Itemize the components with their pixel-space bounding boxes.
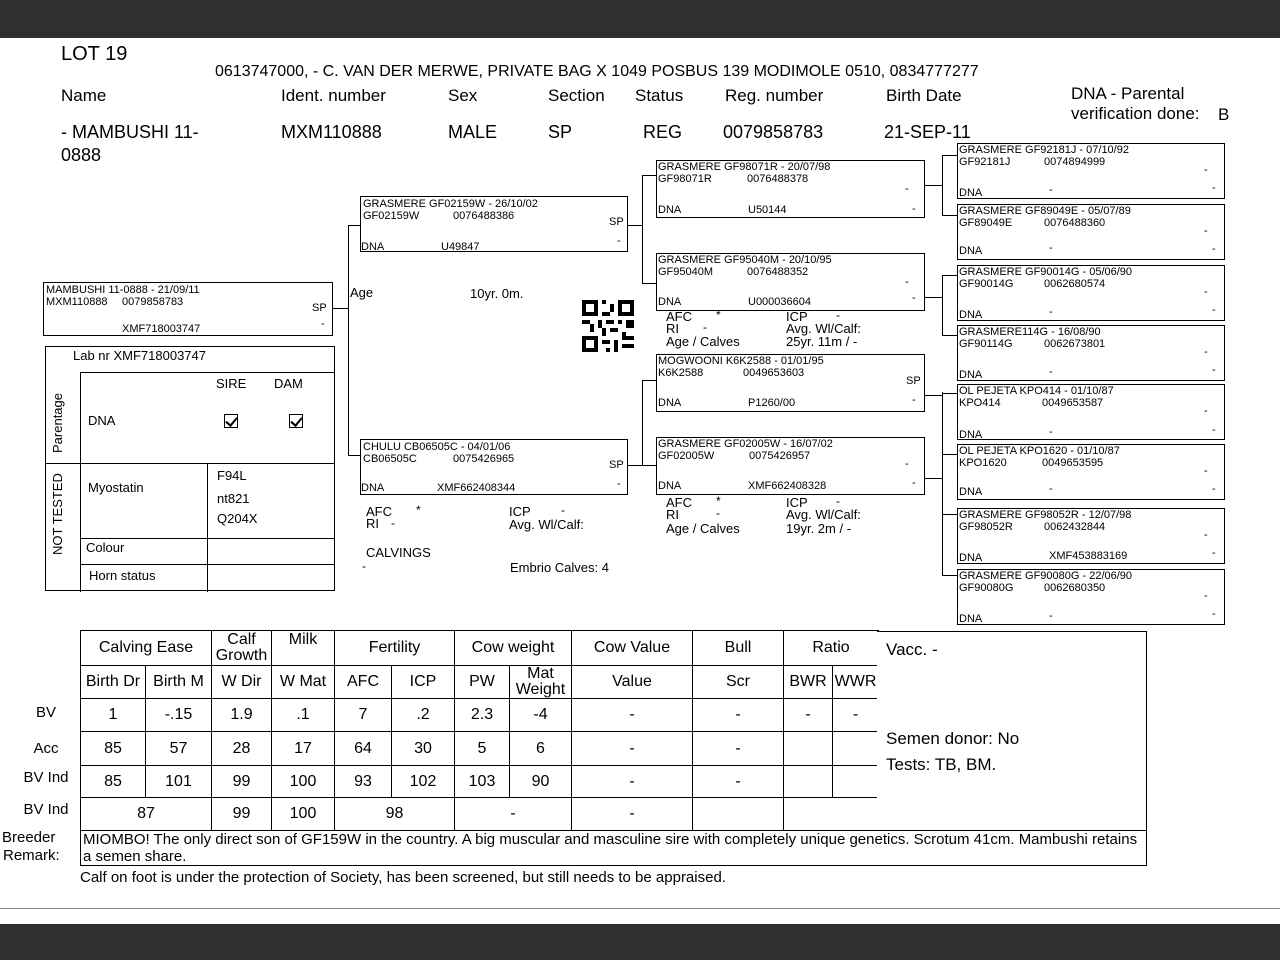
connector-sire-h — [348, 225, 360, 226]
g2-0-dash2: - — [912, 203, 916, 215]
acc-5: 30 — [392, 732, 455, 766]
g3-5-title: OL PEJETA KPO1620 - 01/10/87 — [959, 445, 1120, 457]
sub-value: Value — [572, 666, 693, 699]
g3-4-dna-label: DNA — [959, 429, 983, 441]
g3-2-dna: - — [1049, 306, 1053, 318]
g2-2-title: MOGWOONI K6K2588 - 01/01/95 — [658, 355, 824, 367]
g3-0-dna: - — [1049, 184, 1053, 196]
age-label: Age — [350, 285, 374, 300]
acc-0: 85 — [81, 732, 146, 766]
g2-3-ri: RI — [666, 507, 679, 522]
connector-sire-out — [628, 225, 643, 226]
tests: Tests: TB, BM. — [886, 755, 997, 774]
g3-4-dash2: - — [1212, 424, 1216, 436]
bvind2-bull — [693, 798, 784, 831]
connector-g3-d-out — [925, 478, 943, 479]
dam-calvings-v: - — [362, 559, 366, 573]
g3-1-dash2: - — [1212, 243, 1216, 255]
g3-2-title: GRASMERE GF90014G - 05/06/90 — [959, 266, 1133, 278]
acc-9: - — [693, 732, 784, 766]
remark-label-1: Breeder — [2, 829, 56, 846]
dam-reg: 0075426965 — [453, 453, 515, 465]
sire-dna: U49847 — [441, 241, 480, 253]
self-code: XMF718003747 — [122, 323, 201, 335]
sire-box — [360, 196, 628, 252]
g2-2-dash1: SP — [906, 375, 921, 387]
g2-3-icp: ICP — [786, 495, 808, 510]
header-sex: Sex — [448, 86, 478, 105]
g2-1-icp-v: - — [836, 308, 840, 322]
sire-title: GRASMERE GF02159W - 26/10/02 — [363, 198, 538, 210]
group-ratio: Ratio — [784, 631, 879, 666]
dam-dna: XMF662408344 — [437, 482, 516, 494]
group-bull: Bull — [693, 631, 784, 666]
acc-1: 57 — [146, 732, 212, 766]
footer-note: Calf on foot is under the protection of Society, has been screened, but still needs to be appraised. — [80, 869, 726, 886]
remark-box — [80, 830, 1147, 866]
g2-3-age-calves-v: 19yr. 2m / - — [786, 521, 852, 536]
animal-name-2: 0888 — [61, 145, 102, 165]
g2-3-wi: Avg. Wl/Calf: — [786, 507, 861, 522]
g3-2-dash2: - — [1212, 304, 1216, 316]
dam-id: CB06505C — [363, 453, 417, 465]
g2-0-reg: 0076488378 — [747, 173, 809, 185]
connector-g2-3 — [642, 465, 656, 466]
sub-w-dir: W Dir — [212, 666, 272, 699]
connector-g2-1 — [642, 283, 656, 284]
g2-3-icp-v: - — [836, 494, 840, 508]
connector-g3-3 — [942, 335, 957, 336]
connector-sire — [642, 175, 643, 283]
g2-2-reg: 0049653603 — [743, 367, 805, 379]
g3-5-id: KPO1620 — [959, 457, 1007, 469]
g2-3-dash1: - — [905, 458, 909, 470]
connector-g3-2 — [942, 275, 957, 276]
g3-1-title: GRASMERE GF89049E - 05/07/89 — [959, 205, 1131, 217]
lab-horn: Horn status — [89, 568, 156, 583]
g2-1-ri: RI — [666, 321, 679, 336]
connector-g3-b-out — [925, 297, 943, 298]
g3-6-dna-label: DNA — [959, 552, 983, 564]
myostatin-val-2: Q204X — [217, 511, 258, 526]
g3-3-dna-label: DNA — [959, 369, 983, 381]
g2-0-dna-label: DNA — [658, 204, 682, 216]
sub-scr: Scr — [693, 666, 784, 699]
lab-dna: DNA — [88, 413, 116, 428]
sire-dna-label: DNA — [361, 241, 385, 253]
bv-10: - — [784, 699, 833, 732]
lab-dam: DAM — [274, 376, 303, 391]
bvind-5: 102 — [392, 766, 455, 798]
dam-wi: Avg. Wl/Calf: — [509, 517, 584, 532]
g2-3-afc: AFC — [666, 495, 692, 510]
vacc: Vacc. - — [886, 640, 938, 659]
g3-5-dash1: - — [1204, 465, 1208, 477]
dam-afc-v: * — [416, 503, 421, 517]
animal-section: SP — [548, 122, 573, 142]
performance-table — [80, 630, 879, 831]
g2-0-title: GRASMERE GF98071R - 20/07/98 — [658, 161, 831, 173]
g2-3-id: GF02005W — [658, 450, 715, 462]
group-fertility: Fertility — [335, 631, 455, 666]
g2-3-afc-v: * — [716, 494, 721, 508]
bvind-7: 90 — [510, 766, 572, 798]
lot-number: LOT 19 — [61, 43, 128, 65]
g3-1-dna-label: DNA — [959, 245, 983, 257]
g2-2-id: K6K2588 — [658, 367, 704, 379]
dam-icp: ICP — [509, 504, 531, 519]
g3-4-dna: - — [1049, 426, 1053, 438]
g3-0-reg: 0074894999 — [1044, 156, 1106, 168]
row-label-bvind: BV Ind — [23, 769, 69, 786]
bvind2-value: - — [572, 798, 693, 831]
g3-6-dash1: - — [1204, 529, 1208, 541]
bvind2-calving: 87 — [81, 798, 212, 831]
sire-dash: - — [617, 235, 621, 247]
sub-afc: AFC — [335, 666, 392, 699]
connector-g3-0 — [942, 155, 957, 156]
g2-1-age-calves-v: 25yr. 11m / - — [786, 334, 858, 349]
g3-box-5 — [957, 444, 1225, 500]
not-tested-label: NOT TESTED — [50, 473, 65, 555]
g2-3-title: GRASMERE GF02005W - 16/07/02 — [658, 438, 833, 450]
group-calf-growth: Calf Growth — [212, 631, 272, 666]
g3-box-4 — [957, 384, 1225, 440]
g2-1-dash1: - — [905, 276, 909, 288]
g2-3-dna: XMF662408328 — [748, 480, 827, 492]
connector-self — [348, 225, 349, 455]
dam-afc: AFC — [366, 504, 392, 519]
header-dna-1: DNA - Parental — [1071, 84, 1185, 103]
connector-g3-c-out — [925, 395, 943, 396]
sub-icp: ICP — [392, 666, 455, 699]
bvind2-ratio — [784, 798, 879, 831]
header-ident: Ident. number — [281, 86, 386, 105]
bvind-8: - — [572, 766, 693, 798]
age-value: 10yr. 0m. — [470, 286, 524, 301]
bvind-9: - — [693, 766, 784, 798]
g3-7-dna-label: DNA — [959, 613, 983, 625]
dam-icp-v: - — [561, 503, 565, 517]
acc-10 — [784, 732, 833, 766]
g2-1-age-calves: Age / Calves — [666, 334, 740, 349]
g3-3-dash1: - — [1204, 346, 1208, 358]
bv-7: -4 — [510, 699, 572, 732]
sire-dna-check-icon — [224, 414, 238, 428]
dam-embrio: Embrio Calves: 4 — [510, 560, 609, 575]
connector-g3-b — [942, 275, 943, 335]
g3-5-dash2: - — [1212, 483, 1216, 495]
self-reg: 0079858783 — [122, 296, 184, 308]
dam-sp: SP — [609, 459, 624, 471]
acc-7: 6 — [510, 732, 572, 766]
g3-4-dash1: - — [1204, 405, 1208, 417]
myostatin-val-0: F94L — [217, 468, 247, 483]
g3-7-reg: 0062680350 — [1044, 582, 1106, 594]
g2-1-wi: Avg. Wl/Calf: — [786, 321, 861, 336]
animal-sex: MALE — [448, 122, 498, 142]
bvind2-fertility: 98 — [335, 798, 455, 831]
dam-ri: RI — [366, 516, 379, 531]
bv-9: - — [693, 699, 784, 732]
g3-3-reg: 0062673801 — [1044, 338, 1106, 350]
dam-ri-v: - — [391, 516, 395, 530]
g3-box-0 — [957, 143, 1225, 199]
g3-3-dna: - — [1049, 366, 1053, 378]
animal-reg: 0079858783 — [723, 122, 824, 142]
g3-0-dash2: - — [1212, 182, 1216, 194]
myostatin-val-1: nt821 — [217, 491, 250, 506]
g3-7-id: GF90080G — [959, 582, 1014, 594]
g3-1-dna: - — [1049, 242, 1053, 254]
connector-g2-2 — [642, 380, 656, 381]
g2-1-dna-label: DNA — [658, 296, 682, 308]
g3-3-dash2: - — [1212, 364, 1216, 376]
bv-5: .2 — [392, 699, 455, 732]
g3-0-dna-label: DNA — [959, 187, 983, 199]
header-section: Section — [548, 86, 605, 105]
sub-birth-dr: Birth Dr — [81, 666, 146, 699]
lab-colour: Colour — [86, 540, 125, 555]
g3-box-7 — [957, 569, 1225, 625]
self-id: MXM110888 — [46, 296, 108, 308]
sub-wwr: WWR — [833, 666, 879, 699]
row-label-bvind-2: BV Ind — [23, 801, 69, 818]
bv-2: 1.9 — [212, 699, 272, 732]
g2-3-ri-v: - — [716, 506, 720, 520]
g3-3-id: GF90114G — [959, 338, 1013, 350]
g2-3-age-calves: Age / Calves — [666, 521, 740, 536]
group-calving-ease: Calving Ease — [81, 631, 212, 666]
sire-id: GF02159W — [363, 210, 420, 222]
connector-g3-a-out — [925, 185, 943, 186]
connector-g3-1 — [942, 215, 957, 216]
dam-box — [360, 439, 628, 495]
remark-label-2: Remark: — [3, 847, 60, 864]
group-milk: Milk — [272, 631, 335, 666]
g2-1-ri-v: - — [703, 320, 707, 334]
g3-2-id: GF90014G — [959, 278, 1014, 290]
acc-3: 17 — [272, 732, 335, 766]
lab-line-v — [80, 372, 81, 592]
lab-line-v2 — [207, 463, 208, 592]
animal-ident: MXM110888 — [281, 122, 382, 142]
animal-birth: 21-SEP-11 — [884, 122, 971, 142]
dam-dna-label: DNA — [361, 482, 385, 494]
g3-box-2 — [957, 265, 1225, 321]
connector-g3-c — [942, 392, 943, 454]
g2-1-afc: AFC — [666, 309, 692, 324]
animal-name: - MAMBUSHI 11- — [61, 122, 199, 142]
acc-4: 64 — [335, 732, 392, 766]
page-divider — [0, 908, 1280, 909]
connector-g2-0 — [642, 175, 656, 176]
g2-1-id: GF95040M — [658, 266, 714, 278]
header-reg: Reg. number — [725, 86, 824, 105]
g2-box-3 — [656, 437, 925, 495]
g3-2-dna-label: DNA — [959, 309, 983, 321]
bv-3: .1 — [272, 699, 335, 732]
g3-0-id: GF92181J — [959, 156, 1011, 168]
g2-box-2 — [656, 354, 925, 412]
g3-1-dash1: - — [1204, 225, 1208, 237]
g2-box-0 — [656, 160, 925, 218]
connector-dam-h — [348, 455, 360, 456]
g3-7-dash1: - — [1204, 590, 1208, 602]
dam-calvings: CALVINGS — [366, 545, 431, 560]
g3-4-reg: 0049653587 — [1042, 397, 1104, 409]
g3-5-reg: 0049653595 — [1042, 457, 1104, 469]
g2-0-dash1: - — [905, 183, 909, 195]
header-birth: Birth Date — [886, 86, 962, 105]
g3-0-title: GRASMERE GF92181J - 07/10/92 — [959, 144, 1129, 156]
header-dna-2: verification done: — [1071, 104, 1200, 123]
sub-bwr: BWR — [784, 666, 833, 699]
g2-1-reg: 0076488352 — [747, 266, 809, 278]
parentage-label: Parentage — [50, 393, 65, 453]
g2-1-dna: U000036604 — [748, 296, 812, 308]
lab-line-1 — [80, 372, 335, 373]
top-bar — [0, 0, 1280, 38]
self-title: MAMBUSHI 11-0888 - 21/09/11 — [46, 284, 200, 296]
g3-2-dash1: - — [1204, 286, 1208, 298]
g3-6-dash2: - — [1212, 547, 1216, 559]
lab-sire: SIRE — [216, 376, 247, 391]
header-status: Status — [635, 86, 684, 105]
g3-7-title: GRASMERE GF90080G - 22/06/90 — [959, 570, 1133, 582]
acc-11 — [833, 732, 879, 766]
connector-g3-4 — [942, 393, 957, 394]
g2-2-dash2: - — [912, 394, 916, 406]
dam-dash: - — [617, 478, 621, 490]
g2-1-title: GRASMERE GF95040M - 20/10/95 — [658, 254, 832, 266]
g2-0-dna: U50144 — [748, 204, 787, 216]
bvind-11 — [833, 766, 879, 798]
semen-donor: Semen donor: No — [886, 729, 1020, 748]
g2-3-reg: 0075426957 — [749, 450, 811, 462]
sire-sp: SP — [609, 216, 624, 228]
connector-dam — [642, 380, 643, 465]
sub-w-mat: W Mat — [272, 666, 335, 699]
sub-mat-weight: Mat Weight — [510, 666, 572, 699]
acc-6: 5 — [455, 732, 510, 766]
g3-5-dna-label: DNA — [959, 486, 983, 498]
connector-dam-out — [628, 465, 643, 466]
g3-6-reg: 0062432844 — [1044, 521, 1106, 533]
g2-3-dash2: - — [912, 477, 916, 489]
bv-1: -.15 — [146, 699, 212, 732]
bv-4: 7 — [335, 699, 392, 732]
qr-code — [582, 300, 634, 352]
bv-11: - — [833, 699, 879, 732]
bv-0: 1 — [81, 699, 146, 732]
bvind-4: 93 — [335, 766, 392, 798]
bvind2-growth: 99 — [212, 798, 272, 831]
sub-birth-m: Birth M — [146, 666, 212, 699]
dam-dna-check-icon — [289, 414, 303, 428]
connector-self-h — [333, 308, 349, 309]
g2-3-dna-label: DNA — [658, 480, 682, 492]
acc-8: - — [572, 732, 693, 766]
g3-box-1 — [957, 204, 1225, 260]
g2-2-dna-label: DNA — [658, 397, 682, 409]
dam-title: CHULU CB06505C - 04/01/06 — [363, 441, 511, 453]
group-cow-weight: Cow weight — [455, 631, 572, 666]
g3-6-dna: XMF453883169 — [1049, 550, 1128, 562]
lab-line-2 — [46, 463, 335, 464]
group-cow-value: Cow Value — [572, 631, 693, 666]
g3-3-title: GRASMERE114G - 16/08/90 — [959, 326, 1101, 338]
animal-status: REG — [643, 122, 683, 142]
lab-test-box — [45, 346, 335, 591]
connector-g3-7 — [942, 575, 957, 576]
g3-6-id: GF98052R — [959, 521, 1013, 533]
g3-1-id: GF89049E — [959, 217, 1013, 229]
bvind-0: 85 — [81, 766, 146, 798]
g3-4-title: OL PEJETA KPO414 - 01/10/87 — [959, 385, 1114, 397]
bv-8: - — [572, 699, 693, 732]
connector-g3-d — [942, 450, 943, 575]
bvind-6: 103 — [455, 766, 510, 798]
dna-flag: B — [1218, 105, 1230, 124]
g2-1-icp: ICP — [786, 309, 808, 324]
g3-box-6 — [957, 508, 1225, 564]
bvind-10 — [784, 766, 833, 798]
g3-0-dash1: - — [1204, 164, 1208, 176]
connector-g3-5 — [942, 454, 957, 455]
row-label-acc: Acc — [33, 740, 59, 757]
info-box — [877, 631, 1147, 831]
remark-text: MIOMBO! The only direct son of GF159W in the country. A big muscular and masculine sire with completely unique genetics. Scrotum 41cm. Mambushi retains a semen share. — [83, 831, 1138, 865]
g3-box-3 — [957, 325, 1225, 381]
self-dash: - — [321, 318, 325, 330]
bottom-bar — [0, 924, 1280, 960]
owner-line: 0613747000, - C. VAN DER MERWE, PRIVATE BAG X 1049 POSBUS 139 MODIMOLE 0510, 0834777277 — [215, 63, 979, 80]
row-label-bv: BV — [35, 704, 56, 721]
self-pedigree-box — [43, 282, 333, 336]
header-name: Name — [61, 86, 107, 105]
g3-5-dna: - — [1049, 483, 1053, 495]
sire-reg: 0076488386 — [453, 210, 515, 222]
g3-7-dash2: - — [1212, 608, 1216, 620]
bvind-3: 100 — [272, 766, 335, 798]
g3-7-dna: - — [1049, 610, 1053, 622]
bvind2-cow-weight: - — [455, 798, 572, 831]
bv-6: 2.3 — [455, 699, 510, 732]
g2-0-id: GF98071R — [658, 173, 712, 185]
bvind-1: 101 — [146, 766, 212, 798]
bvind2-milk: 100 — [272, 798, 335, 831]
bvind-2: 99 — [212, 766, 272, 798]
g2-1-afc-v: * — [716, 308, 721, 322]
lab-nr: Lab nr XMF718003747 — [73, 348, 206, 363]
g3-1-reg: 0076488360 — [1044, 217, 1106, 229]
sub-pw: PW — [455, 666, 510, 699]
g2-box-1 — [656, 253, 925, 311]
connector-g3-6 — [942, 514, 957, 515]
g2-2-dna: P1260/00 — [748, 397, 796, 409]
self-sp: SP — [312, 302, 327, 314]
lab-myostatin: Myostatin — [88, 480, 144, 495]
g3-6-title: GRASMERE GF98052R - 12/07/98 — [959, 509, 1132, 521]
g3-2-reg: 0062680574 — [1044, 278, 1106, 290]
g2-1-dash2: - — [912, 292, 916, 304]
g3-4-id: KPO414 — [959, 397, 1001, 409]
acc-2: 28 — [212, 732, 272, 766]
